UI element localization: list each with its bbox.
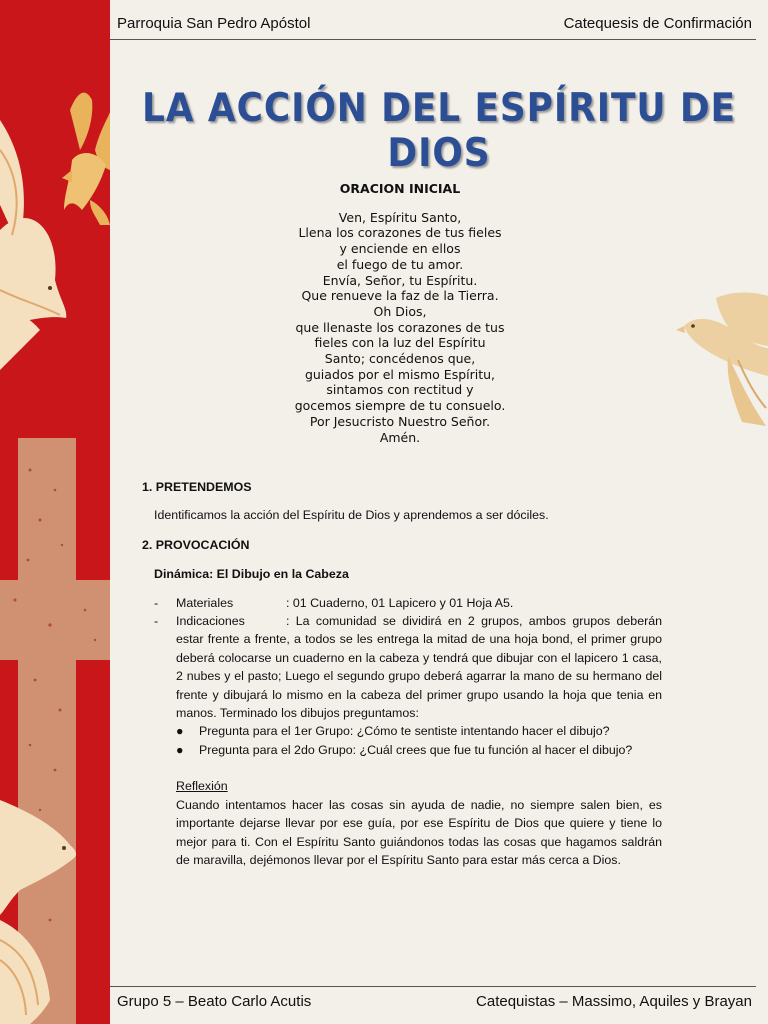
prayer-line: Amén.: [379, 429, 421, 445]
materials-text: : 01 Cuaderno, 01 Lapicero y 01 Hoja A5.: [286, 595, 514, 610]
instructions-label: Indicaciones: [176, 614, 245, 629]
question-text: Pregunta para el 1er Grupo: ¿Cómo te sentiste intentando hacer el dibujo?: [199, 724, 610, 739]
prayer-line: y enciende en ellos: [339, 241, 461, 257]
prayer-line: fieles con la luz del Espíritu: [314, 335, 486, 351]
parish-name: Parroquia San Pedro Apóstol: [117, 15, 311, 32]
page-title: LA ACCIÓN DEL ESPÍRITU DE DIOS: [142, 86, 736, 176]
objective-text: Identificamos la acción del Espíritu de Dios y aprendemos a ser dóciles.: [154, 508, 549, 523]
section-heading-pretendemos: 1. PRETENDEMOS: [142, 480, 252, 494]
main-content: [142, 478, 662, 869]
reflection-label: Reflexión: [176, 779, 228, 794]
prayer-line: gocemos siempre de tu consuelo.: [294, 398, 506, 414]
list-item: [176, 722, 662, 740]
instructions-item: [142, 612, 662, 722]
list-item: [176, 741, 662, 759]
prayer-line: Por Jesucristo Nuestro Señor.: [309, 413, 491, 429]
prayer-line: sintamos con rectitud y: [326, 382, 474, 398]
dash-marker: -: [154, 595, 159, 610]
sidebar-artwork: [0, 0, 110, 1024]
reflection-text: Cuando intentamos hacer las cosas sin ayuda de nadie, no siempre salen bien, es importante dejarse llevar por ese guía, por ese Espíritu de Dios que quiere y tiene lo mejor para ti. Con el Espíritu Santo guiándonos todas las cosas que hagamos saldrán de maravilla, dejémonos llevar por el Espíritu Santo para estar más cerca a Dios.: [176, 797, 662, 867]
prayer-line: el fuego de tu amor.: [336, 256, 464, 272]
header-divider: [110, 39, 756, 40]
opening-prayer: [262, 181, 538, 445]
dove-icon: [62, 93, 110, 225]
dove-icon: [0, 120, 66, 370]
prayer-line: Oh Dios,: [373, 303, 427, 319]
dynamic-title: Dinámica: El Dibujo en la Cabeza: [154, 567, 349, 582]
bullet-icon: ●: [176, 742, 184, 757]
dash-marker: -: [154, 614, 159, 629]
prayer-heading: ORACION INICIAL: [339, 181, 461, 196]
catechesis-label: Catequesis de Confirmación: [563, 15, 752, 32]
prayer-line: guiados por el mismo Espíritu,: [304, 366, 496, 382]
footer-divider: [110, 986, 756, 987]
group-name: Grupo 5 – Beato Carlo Acutis: [117, 993, 312, 1010]
materials-item: [142, 594, 662, 612]
prayer-line: Ven, Espíritu Santo,: [338, 209, 462, 225]
materials-label: Materiales: [176, 595, 234, 610]
question-text: Pregunta para el 2do Grupo: ¿Cuál crees que fue tu función al hacer el dibujo?: [199, 742, 633, 757]
prayer-line: Santo; concédenos que,: [324, 351, 476, 367]
instructions-block: [176, 612, 662, 722]
dove-icon: [676, 286, 768, 426]
question-list: [142, 722, 662, 759]
section-heading-provocacion: 2. PROVOCACIÓN: [142, 537, 250, 552]
decorative-sidebar: [0, 0, 110, 1024]
bullet-icon: ●: [176, 724, 184, 739]
catechists-names: Catequistas – Massimo, Aquiles y Brayan: [476, 993, 752, 1010]
prayer-line: Que renueve la faz de la Tierra.: [301, 288, 499, 304]
prayer-line: Envía, Señor, tu Espíritu.: [322, 272, 478, 288]
prayer-line: que llenaste los corazones de tus: [295, 319, 505, 335]
instructions-text: : La comunidad se dividirá en 2 grupos, ambos grupos deberán estar frente a frente, a todos se les entrega la mitad de una hoja bond, el primer grupo deberá colocarse un cuaderno en la cabeza y tendrá que dibujar con el lapicero 1 casa, 2 nubes y el pasto; Luego el segundo grupo deberá agarrar la mano de su hermano del frente y dibujará lo mismo en la cabeza del primer grupo usando la hoja que tenia en manos. Terminado los dibujos preguntamos:: [176, 614, 662, 721]
prayer-line: Llena los corazones de tus fieles: [298, 225, 502, 241]
